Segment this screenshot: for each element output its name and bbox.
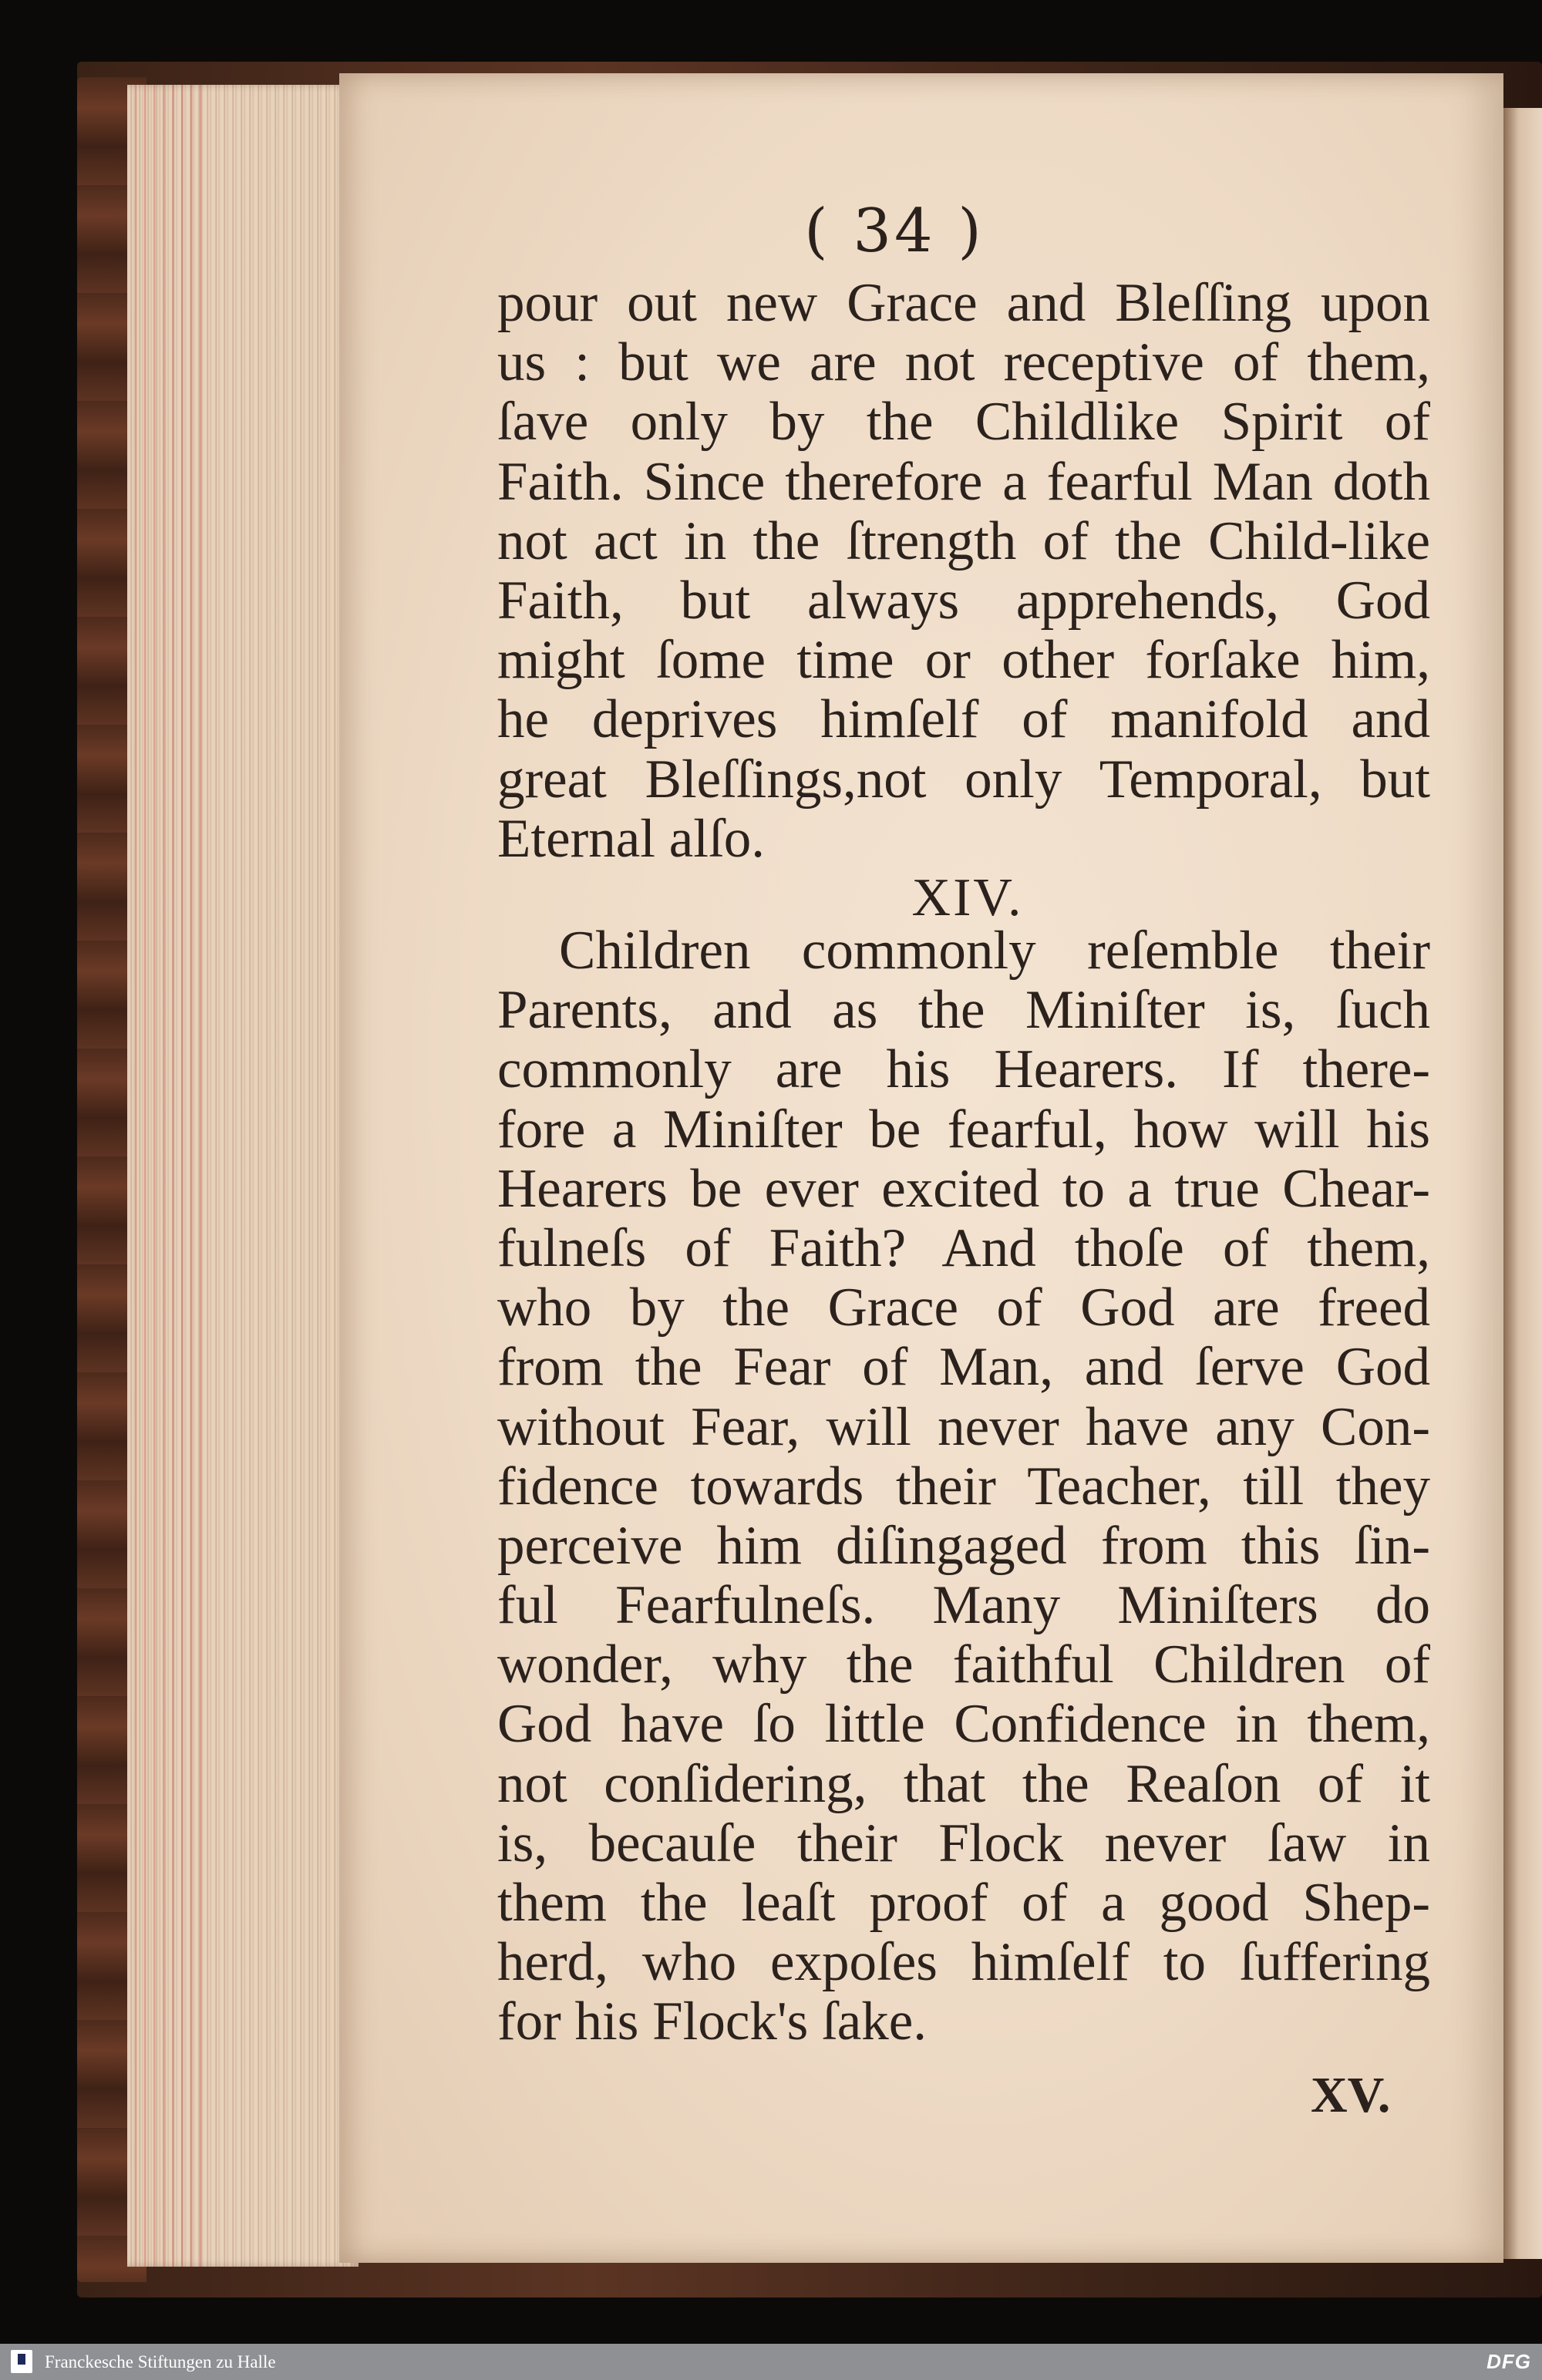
text-line: fidence towards their Teacher, till they bbox=[497, 1456, 1430, 1517]
paragraph-2 bbox=[497, 921, 1430, 2052]
text-line: perceive him diſingaged from this ſin- bbox=[497, 1516, 1430, 1576]
text-line: without Fear, will never have any Con- bbox=[497, 1397, 1430, 1457]
catchword: XV. bbox=[1311, 2067, 1391, 2123]
red-edge-speckles bbox=[135, 85, 204, 2267]
text-line: from the Fear of Man, and ſerve God bbox=[497, 1338, 1430, 1398]
page-number: ( 34 ) bbox=[804, 197, 985, 266]
text-line: Eternal alſo. bbox=[497, 809, 765, 869]
text-line: ful Fearfulneſs. Many Miniſters do bbox=[497, 1576, 1430, 1636]
section-heading: XIV. bbox=[911, 868, 1024, 927]
text-line: Parents, and as the Miniſter is, ſuch bbox=[497, 981, 1430, 1041]
text-line: fore a Miniſter be fearful, how will his bbox=[497, 1099, 1430, 1160]
text-line: God have ſo little Confidence in them, bbox=[497, 1695, 1430, 1755]
text-line: not conſidering, that the Reaſon of it bbox=[497, 1754, 1430, 1814]
text-line: herd, who expoſes himſelf to ſuffering bbox=[497, 1933, 1430, 1993]
text-line: great Bleſſings,not only Temporal, but bbox=[497, 749, 1430, 810]
text-line: commonly are his Hearers. If there- bbox=[497, 1040, 1430, 1100]
text-line: Hearers be ever excited to a true Chear- bbox=[497, 1159, 1430, 1219]
text-line: wonder, why the faithful Children of bbox=[497, 1635, 1430, 1695]
text-line: might ſome time or other forſake him, bbox=[497, 631, 1430, 691]
facing-page-gutter bbox=[1503, 108, 1542, 2259]
text-line: pour out new Grace and Bleſſing upon bbox=[497, 274, 1430, 333]
text-line: for his Flock's ſake. bbox=[497, 1992, 928, 2052]
dfg-logo: DFG bbox=[1486, 2350, 1531, 2373]
text-line: not act in the ſtrength of the Child-like bbox=[497, 511, 1430, 571]
text-line: who by the Grace of God are freed bbox=[497, 1278, 1430, 1338]
text-line: them the leaſt proof of a good Shep- bbox=[497, 1873, 1430, 1933]
institution-name: Franckesche Stiftungen zu Halle bbox=[45, 2352, 276, 2372]
text-line: ſave only by the Childlike Spirit of bbox=[497, 392, 1430, 453]
text-line: is, becauſe their Flock never ſaw in bbox=[497, 1813, 1430, 1873]
footer-bar bbox=[0, 2344, 1542, 2380]
text-line: fulneſs of Faith? And thoſe of them, bbox=[497, 1218, 1430, 1278]
text-line: he deprives himſelf of manifold and bbox=[497, 690, 1430, 750]
text-line: Children commonly reſemble their bbox=[559, 921, 1430, 981]
franckesche-stiftungen-logo-icon bbox=[11, 2350, 32, 2373]
paragraph-1 bbox=[497, 274, 1430, 869]
text-line: Faith. Since therefore a fearful Man doth bbox=[497, 452, 1430, 512]
text-line: Faith, but always apprehends, God bbox=[497, 571, 1430, 631]
text-line: us : but we are not receptive of them, bbox=[497, 333, 1430, 393]
